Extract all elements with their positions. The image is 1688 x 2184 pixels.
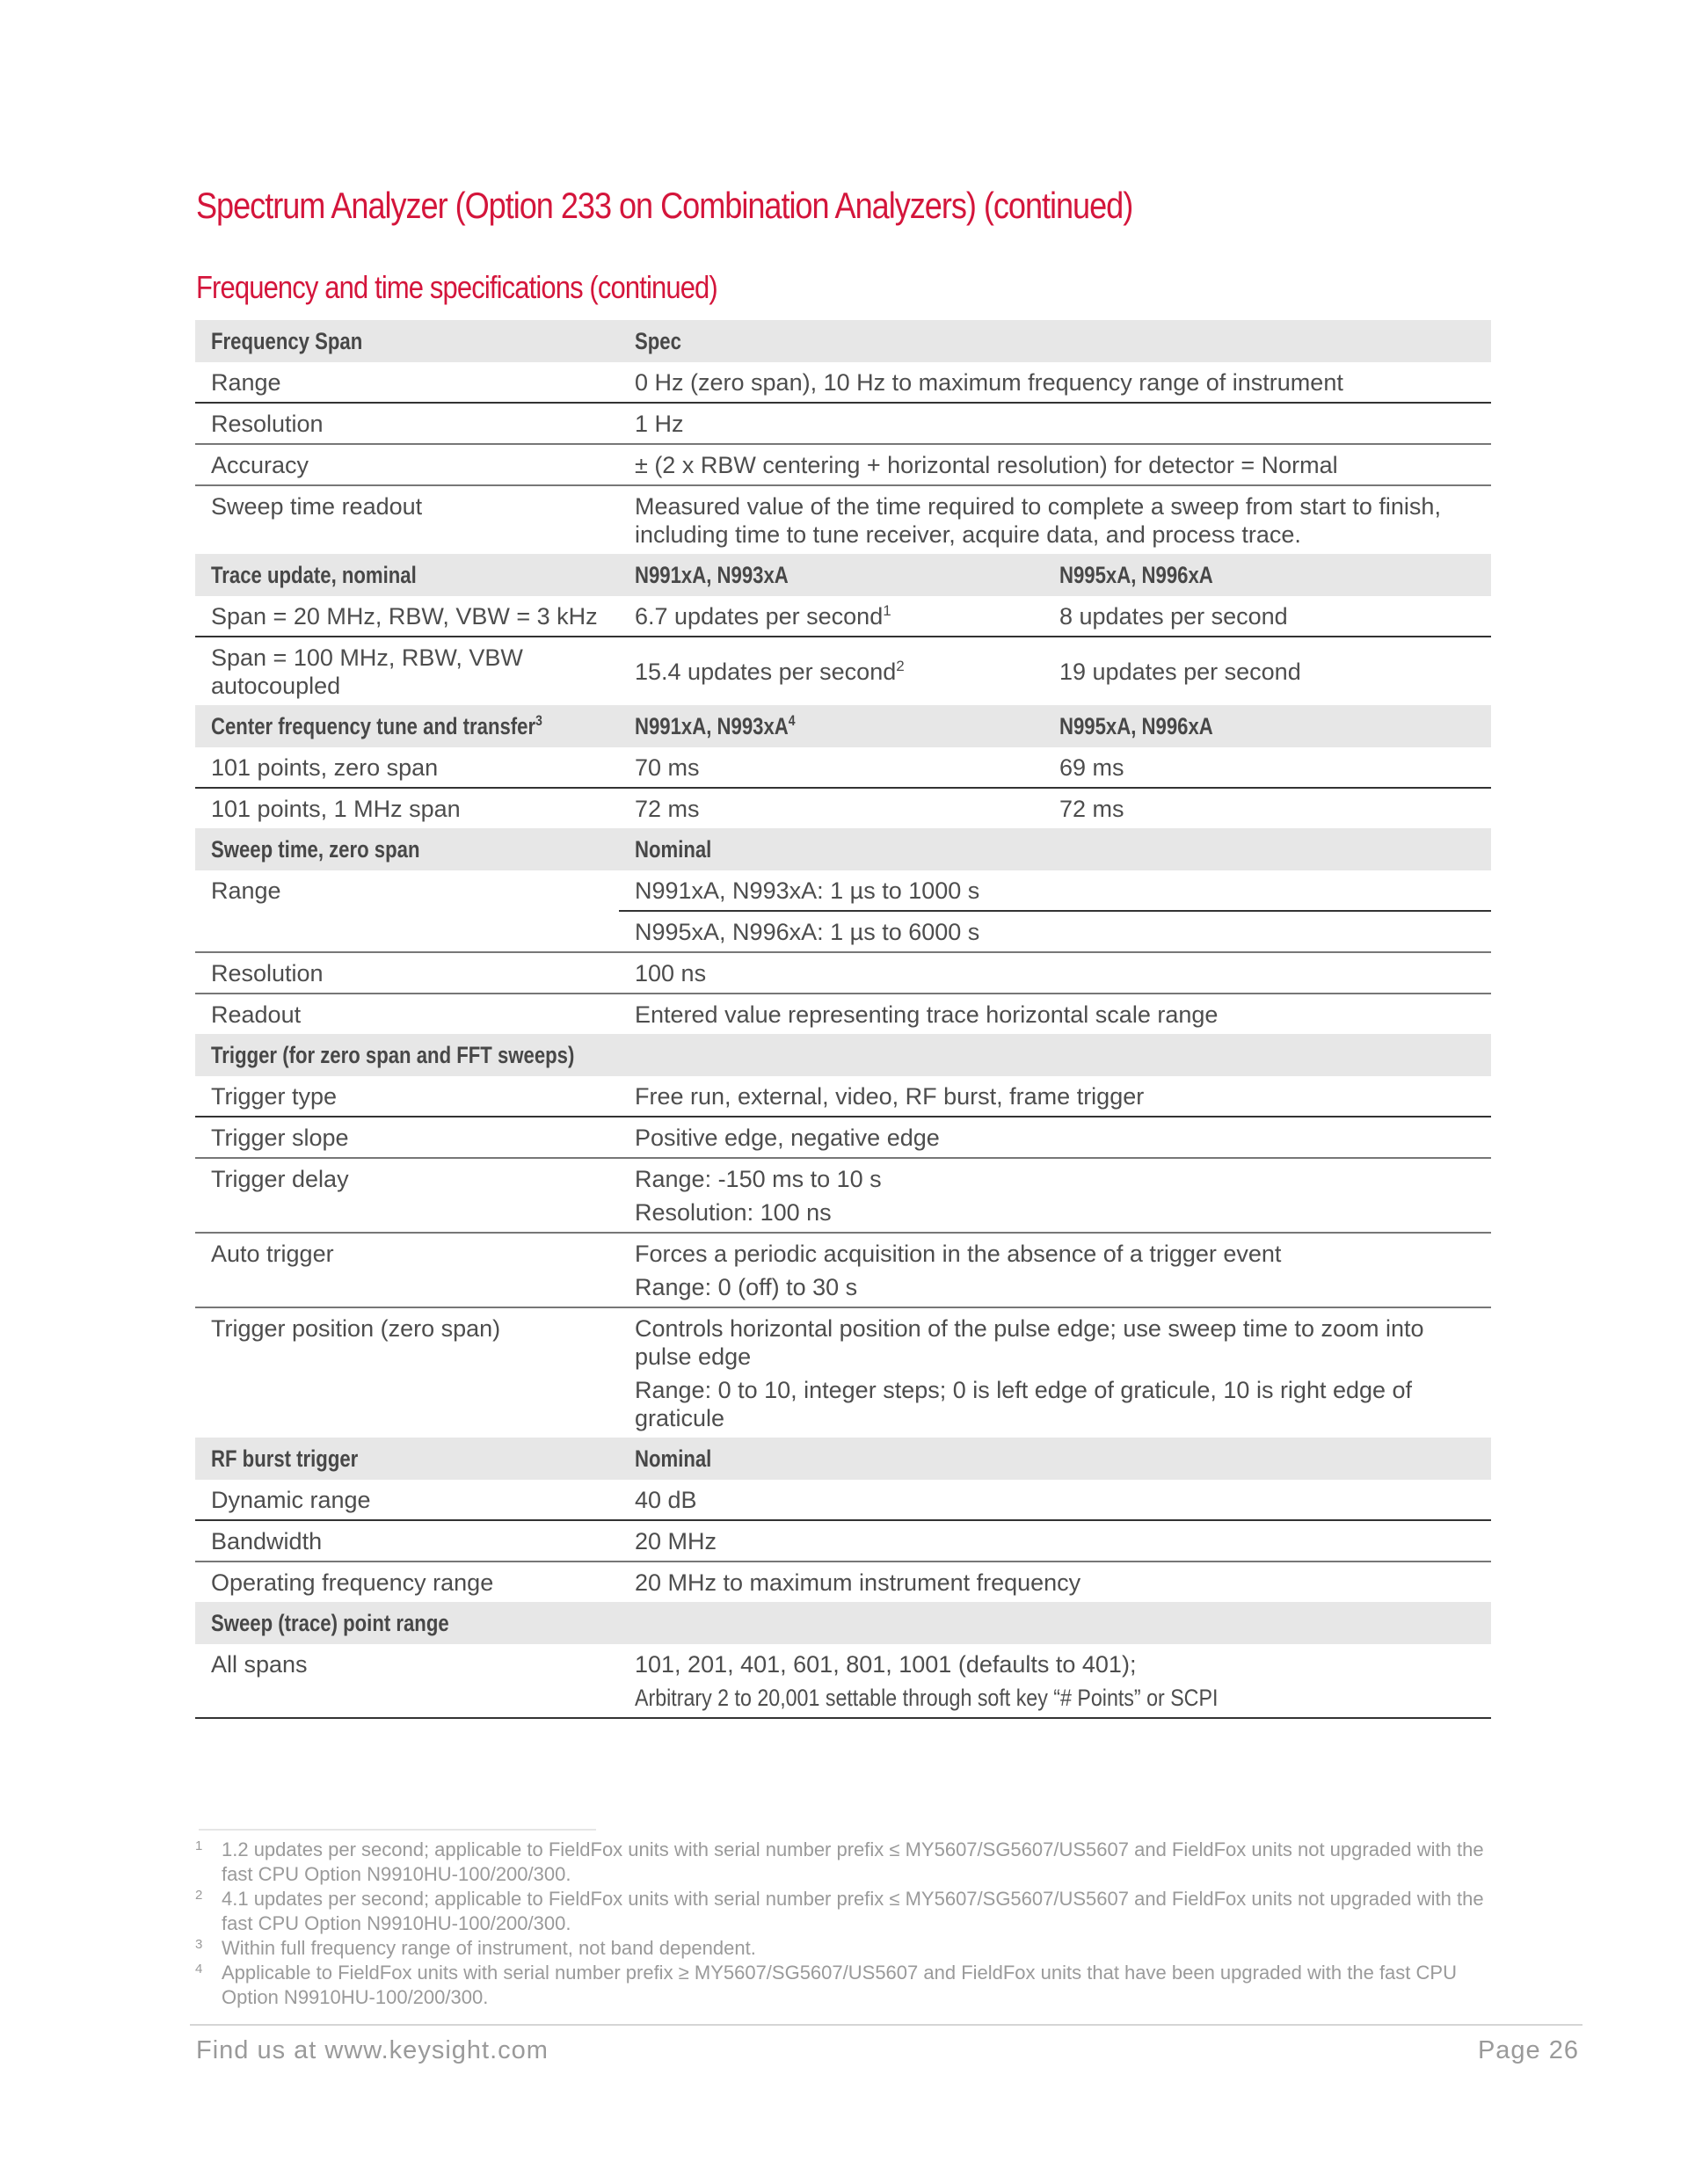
row-label: Span = 100 MHz, RBW, VBW autocoupled	[211, 644, 523, 699]
table-row	[195, 596, 1491, 637]
table-section-header	[195, 320, 1491, 362]
row-label: Readout	[211, 1001, 302, 1028]
row-value: ± (2 x RBW centering + horizontal resolution) for detector = Normal	[619, 444, 1491, 485]
section-subtitle: Frequency and time specifications (continued)	[196, 269, 717, 305]
row-value: Range: -150 ms to 10 s Resolution: 100 ns	[619, 1158, 1491, 1233]
sweep-points-header: Sweep (trace) point range	[211, 1610, 449, 1636]
row-value: 0 Hz (zero span), 10 Hz to maximum frequency range of instrument	[619, 362, 1491, 403]
footnote-item: 4 Applicable to FieldFox units with serial number prefix ≥ MY5607/SG5607/US5607 and FieldFox units that have been upgraded with the fast CPU Option N9910HU-100/200/300.	[195, 1962, 1457, 2008]
spec-table	[195, 320, 1491, 1719]
row-value-a: 72 ms	[635, 796, 700, 822]
row-label: Span = 20 MHz, RBW, VBW = 3 kHz	[195, 596, 619, 637]
table-row	[195, 1520, 1491, 1562]
footer-divider	[190, 2024, 1582, 2026]
row-label: Range	[195, 362, 619, 403]
row-label: All spans	[195, 1644, 619, 1718]
table-row	[195, 1644, 1491, 1718]
frequency-span-header: Frequency Span	[211, 328, 363, 354]
row-label: 101 points, zero span	[195, 747, 619, 788]
row-value: Free run, external, video, RF burst, frame trigger	[619, 1076, 1491, 1117]
table-row	[195, 1233, 1491, 1307]
table-row	[195, 637, 1491, 705]
row-value-b: 8 updates per second	[1044, 596, 1491, 637]
row-value: 1 Hz	[619, 403, 1491, 444]
row-value-b: 69 ms	[1044, 747, 1491, 788]
row-value: 20 MHz to maximum instrument frequency	[635, 1569, 1081, 1596]
row-label: Trigger position (zero span)	[211, 1315, 501, 1342]
footnote-divider	[199, 1829, 596, 1831]
row-label: Auto trigger	[195, 1233, 619, 1307]
center-frequency-header: Center frequency tune and transfer	[211, 713, 536, 739]
row-value: Entered value representing trace horizontal scale range	[635, 1001, 1219, 1028]
table-section-header	[195, 1438, 1491, 1480]
row-value: Forces a periodic acquisition in the absence of a trigger event Range: 0 (off) to 30 s	[619, 1233, 1491, 1307]
row-value-b: 19 updates per second	[1059, 659, 1301, 685]
table-row	[195, 485, 1491, 554]
row-label: Trigger type	[195, 1076, 619, 1117]
row-label: Trigger delay	[195, 1158, 619, 1233]
table-row	[195, 747, 1491, 788]
row-value: N991xA, N993xA: 1 µs to 1000 s	[619, 870, 1491, 911]
row-value-a: 6.7 updates per second$^1$	[619, 596, 1044, 637]
model-group-b-header: N995xA, N996xA	[1059, 713, 1213, 739]
footnote-item: 1 1.2 updates per second; applicable to FieldFox units with serial number prefix ≤ MY5607/SG5607/US5607 and FieldFox units not upgraded with the fast CPU Option N9910HU-100/200/300.	[195, 1838, 1484, 1885]
row-label: Operating frequency range	[211, 1569, 494, 1596]
row-label: Trigger slope	[195, 1117, 619, 1158]
footnote-ref[interactable]: 1	[883, 602, 891, 619]
table-row	[195, 1480, 1491, 1520]
row-label: 101 points, 1 MHz span	[211, 796, 461, 822]
table-row	[195, 1076, 1491, 1117]
footnote-ref[interactable]: 4	[788, 712, 796, 729]
trace-update-header: Trace update, nominal	[211, 562, 417, 588]
model-group-a-header: N991xA, N993xA	[635, 562, 789, 588]
footnote-ref[interactable]: 3	[535, 712, 542, 729]
table-row	[195, 1117, 1491, 1158]
row-value: Positive edge, negative edge	[619, 1117, 1491, 1158]
table-row	[195, 444, 1491, 485]
table-row	[195, 1562, 1491, 1602]
table-section-header	[195, 828, 1491, 870]
sweep-time-header: Sweep time, zero span	[211, 836, 420, 863]
row-value: Measured value of the time required to complete a sweep from start to finish, including time to tune receiver, acquire data, and process trace.	[635, 493, 1441, 548]
row-value-b: 72 ms	[1059, 796, 1124, 822]
table-row	[195, 1307, 1491, 1438]
row-label: Range	[195, 870, 619, 952]
table-row	[195, 1158, 1491, 1233]
nominal-header: Nominal	[635, 836, 712, 863]
footnote-ref[interactable]: 2	[896, 658, 905, 674]
footnote-item: 2 4.1 updates per second; applicable to FieldFox units with serial number prefix ≤ MY5607/SG5607/US5607 and FieldFox units not upgraded with the fast CPU Option N9910HU-100/200/300.	[195, 1888, 1484, 1934]
model-group-a-header: N991xA, N993xA	[635, 713, 789, 739]
footnotes	[195, 1838, 1496, 2010]
row-value: N995xA, N996xA: 1 µs to 6000 s	[619, 911, 1491, 952]
table-row	[195, 952, 1491, 994]
row-label: Bandwidth	[195, 1520, 619, 1562]
footer-website-link[interactable]: Find us at www.keysight.com	[196, 2036, 549, 2064]
page-title: Spectrum Analyzer (Option 233 on Combination Analyzers) (continued)	[196, 185, 1133, 226]
table-row	[195, 362, 1491, 403]
table-row	[195, 403, 1491, 444]
row-value: Controls horizontal position of the pulse edge; use sweep time to zoom into pulse edge Range: 0 to 10, integer steps; 0 is left edge of graticule, 10 is right edge of graticule	[635, 1315, 1424, 1431]
nominal-header: Nominal	[635, 1445, 712, 1472]
table-section-header	[195, 554, 1491, 596]
model-group-b-header: N995xA, N996xA	[1059, 562, 1213, 588]
table-row	[195, 870, 1491, 911]
rf-burst-header: RF burst trigger	[211, 1445, 359, 1472]
row-value-a: 70 ms	[619, 747, 1044, 788]
row-value: 101, 201, 401, 601, 801, 1001 (defaults to 401); Arbitrary 2 to 20,001 settable through soft key “# Points” or SCPI	[619, 1644, 1491, 1718]
page-number: Page 26	[1477, 2036, 1579, 2064]
table-section-header	[195, 1602, 1491, 1644]
footnote-item: 3 Within full frequency range of instrument, not band dependent.	[195, 1937, 756, 1959]
row-label: Sweep time readout	[211, 493, 423, 520]
table-row	[195, 788, 1491, 828]
spec-header: Spec	[635, 328, 681, 354]
row-value: 40 dB	[619, 1480, 1491, 1520]
row-value: 20 MHz	[619, 1520, 1491, 1562]
row-label: Resolution	[195, 403, 619, 444]
row-label: Accuracy	[195, 444, 619, 485]
row-label: Dynamic range	[195, 1480, 619, 1520]
trigger-header: Trigger (for zero span and FFT sweeps)	[211, 1042, 575, 1068]
row-value-a: 15.4 updates per second$^2$	[635, 658, 905, 685]
table-row	[195, 994, 1491, 1034]
table-section-header	[195, 1034, 1491, 1076]
row-value: 100 ns	[619, 952, 1491, 994]
table-section-header	[195, 705, 1491, 747]
row-label: Resolution	[195, 952, 619, 994]
